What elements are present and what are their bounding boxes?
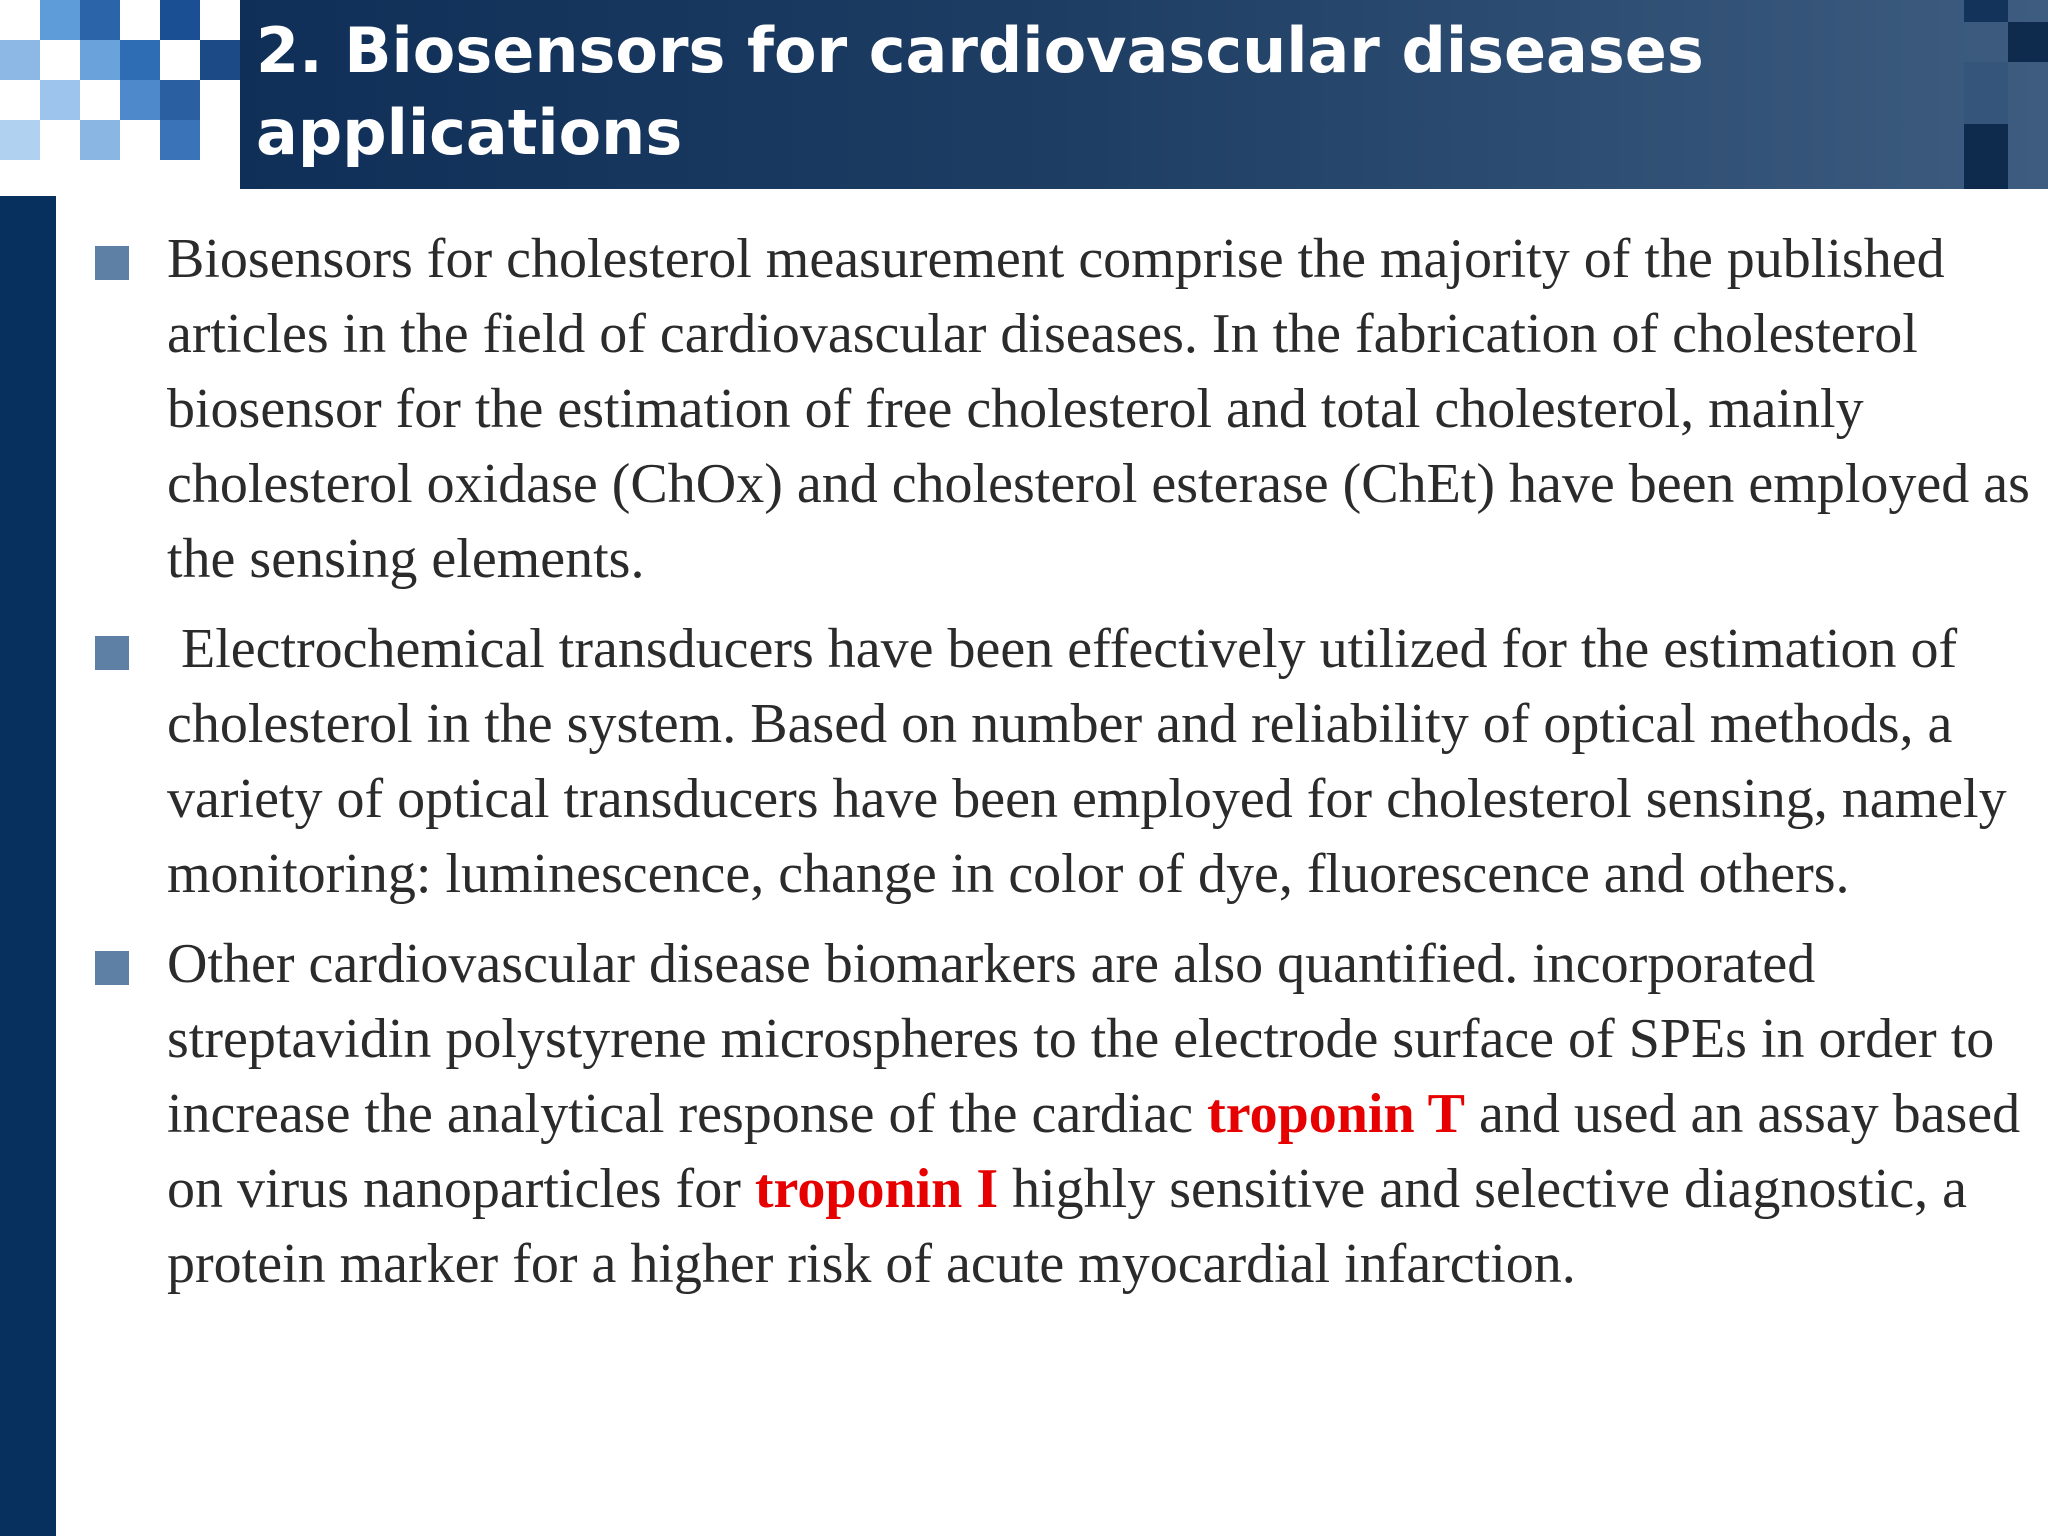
bullet-text: highly sensitive and selective diagnostic, a protein marker for a higher risk of acute myocardial infarction.: [167, 1158, 1981, 1295]
deco-square: [160, 80, 200, 120]
bullet-list: [95, 222, 2035, 1317]
deco-square: [120, 80, 160, 120]
square-bullet-icon: [95, 951, 129, 985]
deco-square: [160, 120, 200, 160]
deco-square: [80, 40, 120, 80]
deco-square: [120, 40, 160, 80]
bullet-text: Electrochemical transducers have been effectively utilized for the estimation of cholesterol in the system. Based on number and reliability of optical methods, a variety of optical transducers have been employed for cholesterol sensing, namely monitoring: luminescence, change in color of dye, fluorescence and others.: [167, 618, 2021, 905]
list-item: [95, 927, 2035, 1302]
deco-square: [40, 0, 80, 40]
deco-square: [80, 0, 120, 40]
deco-square: [160, 40, 200, 80]
deco-square: [40, 40, 80, 80]
deco-square: [1964, 62, 2008, 124]
deco-square: [200, 0, 240, 40]
list-item: [95, 222, 2030, 597]
deco-square: [120, 120, 160, 160]
deco-square: [200, 80, 240, 120]
square-bullet-icon: [95, 246, 129, 280]
deco-square: [80, 120, 120, 160]
deco-square: [0, 80, 40, 120]
deco-square: [0, 40, 40, 80]
left-accent-bar: [0, 196, 56, 1536]
deco-square: [0, 0, 40, 40]
slide-title: 2. Biosensors for cardiovascular diseases applications: [256, 14, 1704, 169]
deco-square: [80, 80, 120, 120]
deco-square: [2008, 22, 2048, 62]
deco-square: [200, 40, 240, 80]
bullet-text: Biosensors for cholesterol measurement comprise the majority of the published articles in the field of cardiovascular diseases. In the fabrication of cholesterol biosensor for the estimation of free cholesterol and total cholesterol, mainly cholesterol oxidase (ChOx) and cholesterol esterase (ChEt) have been employed as the sensing elements.: [167, 228, 2030, 590]
deco-square: [120, 0, 160, 40]
deco-square: [0, 120, 40, 160]
deco-square: [160, 0, 200, 40]
square-bullet-icon: [95, 636, 129, 670]
troponin-t-highlight: troponin T: [1207, 1083, 1465, 1145]
list-item: [95, 612, 2030, 912]
troponin-i-highlight: troponin I: [754, 1158, 999, 1220]
bullet-text: Other cardiovascular disease biomarkers are also quantified. incorporated streptavidin polystyrene microspheres to the electrode surface of SPEs in order to increase the analytical response of the cardiac: [167, 933, 2009, 1145]
deco-square: [1964, 0, 2008, 22]
deco-square: [40, 80, 80, 120]
deco-square: [1964, 124, 2008, 189]
bullet-text: and used an assay based on virus nanoparticles for: [167, 1083, 2035, 1220]
deco-square: [200, 120, 240, 160]
deco-square: [40, 120, 80, 160]
